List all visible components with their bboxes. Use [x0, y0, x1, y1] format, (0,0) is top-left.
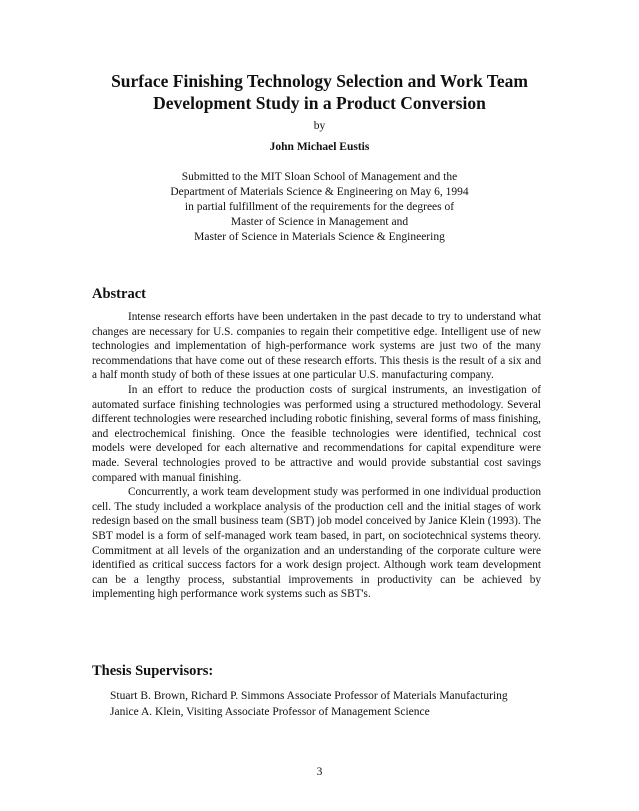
submission-statement	[60, 170, 579, 245]
submission-line-5: Master of Science in Materials Science & Engineering	[194, 231, 445, 243]
title-line-2: Development Study in a Product Conversion	[153, 93, 486, 113]
supervisor-1: Stuart B. Brown, Richard P. Simmons Associate Professor of Materials Manufacturing	[110, 690, 508, 702]
by-label: by	[313, 120, 326, 132]
submission-line-1: Submitted to the MIT Sloan School of Management and the	[181, 171, 458, 183]
abstract-paragraph-2: In an effort to reduce the production costs of surgical instruments, an investigation of automated surface finishing technologies was performed using a structured methodology. Several different technologies were researched including robotic finishing, several forms of mass finishing, and electrochemical finishing. Once the feasible technologies were identified, technical cost models were developed for each alternative and recommendations for capital expenditure were made. Several technologies proved to be attractive and would provide substantial cost savings compared with manual finishing.	[92, 383, 541, 484]
supervisors-heading: Thesis Supervisors:	[92, 663, 214, 679]
page-number: 3	[316, 766, 323, 778]
abstract-body	[92, 310, 541, 602]
title-line-1: Surface Finishing Technology Selection and Work Team	[111, 71, 528, 91]
supervisor-2: Janice A. Klein, Visiting Associate Professor of Management Science	[110, 706, 430, 718]
thesis-title	[60, 70, 579, 114]
submission-line-4: Master of Science in Management and	[230, 216, 409, 228]
submission-line-2: Department of Materials Science & Engineering on May 6, 1994	[170, 186, 469, 198]
supervisors-list	[110, 688, 508, 720]
author-name: John Michael Eustis	[269, 141, 370, 153]
abstract-paragraph-1: Intense research efforts have been undertaken in the past decade to try to understand what changes are necessary for U.S. companies to regain their competitive edge. Intelligent use of new technologies and implementation of high-performance work systems are just two of the many recommendations that have come out of these research efforts. This thesis is the result of a six and a half month study of both of these issues at one particular U.S. manufacturing company.	[92, 311, 541, 382]
submission-line-3: in partial fulfillment of the requirements for the degrees of	[184, 201, 455, 213]
abstract-heading: Abstract	[92, 286, 146, 302]
abstract-paragraph-3: Concurrently, a work team development study was performed in one individual production cell. The study included a workplace analysis of the production cell and the initial stages of work redesign based on the small business team (SBT) job model conceived by Janice Klein (1993). The SBT model is a form of self-managed work team based, in part, on sociotechnical systems theory. Commitment at all levels of the organization and an understanding of the corporate culture were identified as critical success factors for a work design project. Although work team development can be a lengthy process, substantial improvements in productivity can be achieved by implementing high performance work systems such as SBT's.	[92, 486, 541, 601]
